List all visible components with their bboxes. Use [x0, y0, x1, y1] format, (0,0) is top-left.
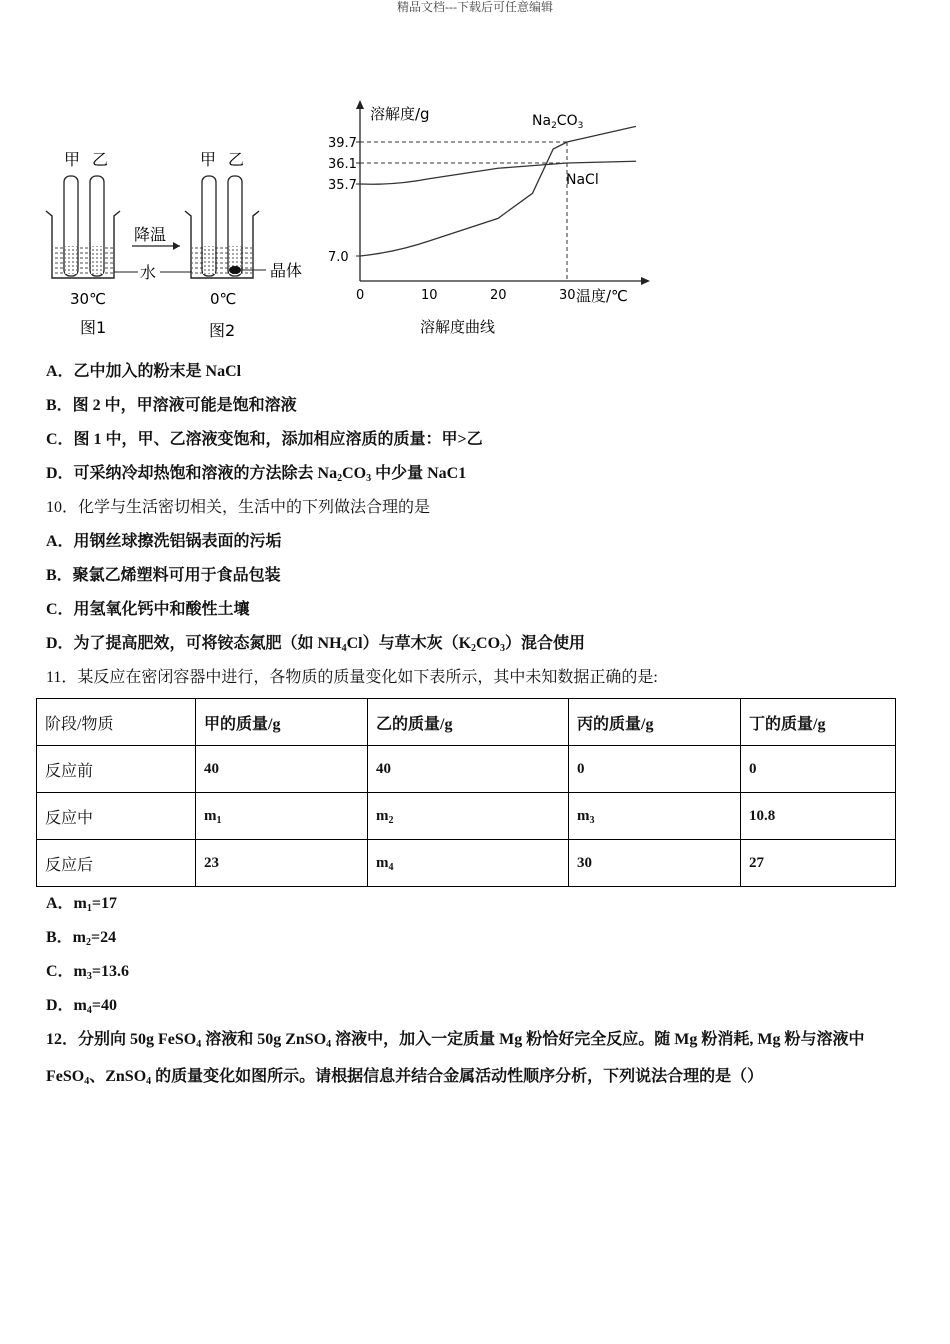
x-tick-label: 10 — [421, 288, 438, 303]
y-axis-label: 溶解度/g — [370, 105, 430, 123]
table-cell: $m_1$ — [196, 793, 368, 840]
table-cell: $m_2$ — [368, 793, 569, 840]
table-row — [37, 793, 896, 840]
fig1-caption: 图1 — [80, 318, 107, 337]
table-header: 甲的质量/g — [196, 699, 368, 746]
x-tick-label: 20 — [490, 288, 507, 303]
table-row — [37, 840, 896, 887]
q9-option-d: D．可采纳冷却热饱和溶液的方法除去 $Na_2CO_3$ 中少量 NaC1 — [46, 465, 467, 484]
q11-option-b: B．$m_2=24$ — [46, 929, 117, 948]
q10-option-d: D．为了提高肥效，可将铵态氮肥（如 $NH_4Cl$）与草木灰$(K_2CO_3)$混合使用 — [46, 635, 586, 654]
x-tick-label: 30 — [559, 288, 576, 303]
table-cell: 反应后 — [37, 840, 196, 887]
arrow-label: 降温 — [134, 225, 167, 244]
label-jia-1: 甲 — [64, 150, 81, 169]
chart-title: 溶解度曲线 — [420, 318, 496, 336]
table-cell: $m_4$ — [368, 840, 569, 887]
q9-option-c: C．图 1 中，甲、乙溶液变饱和，添加相应溶质的质量：甲>乙 — [46, 431, 483, 448]
q10-stem: 10．化学与生活密切相关，生活中的下列做法合理的是 — [46, 499, 431, 516]
q11-option-d: D．$m_4=40$ — [46, 997, 118, 1016]
x-tick-label: 0 — [356, 288, 365, 303]
table-header: 阶段/物质 — [37, 699, 196, 746]
beaker-figure-2 — [185, 150, 302, 340]
table-cell: 27 — [741, 840, 896, 887]
table-header: 丁的质量/g — [741, 699, 896, 746]
q12-stem-line1: 12．分别向 50g FeSO$_4$ 溶液和 50g ZnSO$_4$ 溶液中，加入一定质量 Mg 粉恰好完全反应。随 Mg 粉消耗, Mg 粉与溶液中 — [46, 1031, 865, 1050]
label-jia-2: 甲 — [200, 150, 217, 169]
q10-option-b: B．聚氯乙烯塑料可用于食品包装 — [46, 567, 281, 584]
table-header: 丙的质量/g — [569, 699, 741, 746]
q9-option-b: B．图 2 中，甲溶液可能是饱和溶液 — [46, 397, 297, 414]
q9-option-a: A．乙中加入的粉末是 NaCl — [46, 363, 242, 380]
solubility-chart — [328, 100, 650, 336]
mass-table — [36, 698, 896, 887]
y-tick-label: 7.0 — [328, 250, 349, 265]
y-tick-label: 35.7 — [328, 178, 357, 193]
q11-option-c: C．$m_3=13.6$ — [46, 963, 130, 982]
page-header: 精品文档---下载后可任意编辑 — [397, 0, 553, 14]
x-axis-label: 温度/℃ — [576, 287, 628, 305]
table-cell: 40 — [196, 746, 368, 793]
table-cell: 反应中 — [37, 793, 196, 840]
series-label-na2co3: $Na_2CO_3$ — [532, 113, 584, 131]
q11-option-a: A．$m_1=17$ — [46, 895, 118, 914]
y-tick-label: 36.1 — [328, 157, 357, 172]
table-cell: 30 — [569, 840, 741, 887]
table-cell: 40 — [368, 746, 569, 793]
figure-area — [40, 96, 660, 346]
table-cell: 10.8 — [741, 793, 896, 840]
q11-stem: 11．某反应在密闭容器中进行，各物质的质量变化如下表所示，其中未知数据正确的是: — [46, 669, 658, 686]
water-label: 水 — [140, 263, 157, 282]
fig2-caption: 图2 — [209, 321, 236, 340]
table-cell: $m_3$ — [569, 793, 741, 840]
series-label-nacl: NaCl — [566, 172, 599, 188]
label-yi-1: 乙 — [92, 150, 109, 169]
table-header-row — [37, 699, 896, 746]
table-cell: 0 — [741, 746, 896, 793]
table-row — [37, 746, 896, 793]
crystal-label: 晶体 — [270, 261, 303, 280]
table-cell: 23 — [196, 840, 368, 887]
q12-stem-line2: FeSO$_4$、ZnSO$_4$ 的质量变化如图所示。请根据信息并结合金属活动性顺序分析，下列说法合理的是（） — [46, 1068, 764, 1087]
q10-option-a: A．用钢丝球擦洗铝锅表面的污垢 — [46, 533, 282, 550]
table-cell: 反应前 — [37, 746, 196, 793]
temp-0: 0℃ — [210, 290, 237, 308]
label-yi-2: 乙 — [228, 150, 245, 169]
beaker-figure-1 — [46, 150, 120, 337]
table-cell: 0 — [569, 746, 741, 793]
temp-30: 30℃ — [70, 290, 106, 308]
y-tick-label: 39.7 — [328, 136, 357, 151]
table-header: 乙的质量/g — [368, 699, 569, 746]
crystal-icon — [229, 266, 241, 274]
series-line-na2co3 — [360, 126, 636, 256]
q10-option-c: C．用氢氧化钙中和酸性土壤 — [46, 601, 250, 618]
